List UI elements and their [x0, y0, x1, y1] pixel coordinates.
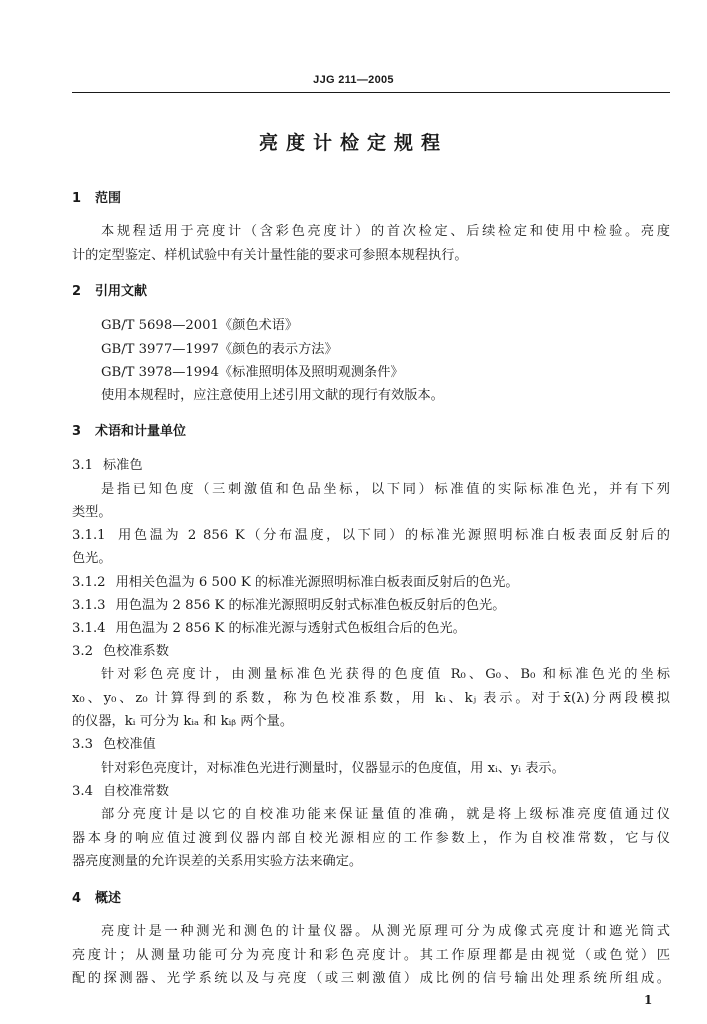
running-header: JJG 211—2005	[313, 74, 394, 86]
term-3-1-4-text: 3.1.4 用色温为 2 856 K 的标准光源与透射式色板组合后的色光。	[72, 621, 466, 636]
term-3-4-text: 部分亮度计是以它的自校准功能来保证量值的准确，就是将上级标准亮度值通过仪	[101, 807, 670, 822]
term-3-4-text: 器本身的响应值过渡到仪器内部自校光源相应的工作参数上，作为自校准常数，它与仪	[72, 831, 670, 846]
term-3-4-text: 器亮度测量的允许误差的关系用实验方法来确定。	[72, 854, 363, 869]
section-2-heading: 2 引用文献	[72, 284, 148, 299]
term-3-2-heading: 3.2 色校准系数	[72, 644, 169, 659]
term-3-4-heading: 3.4 自校准常数	[72, 784, 169, 799]
section-4-paragraph-line: 亮度计；从测量功能可分为亮度计和彩色亮度计。其工作原理都是由视觉（或色觉）匹	[72, 948, 670, 963]
term-3-1-1-text: 色光。	[72, 551, 112, 566]
reference-note: 使用本规程时，应注意使用上述引用文献的现行有效版本。	[101, 388, 444, 403]
term-3-3-heading: 3.3 色校准值	[72, 737, 156, 752]
term-3-1-3-text: 3.1.3 用色温为 2 856 K 的标准光源照明反射式标准色板反射后的色光。	[72, 598, 506, 613]
section-1-heading: 1 范围	[72, 191, 122, 206]
term-3-3-text: 针对彩色亮度计，对标准色光进行测量时，仪器显示的色度值，用 xᵢ、yᵢ 表示。	[101, 761, 565, 776]
section-1-paragraph-line: 本规程适用于亮度计（含彩色亮度计）的首次检定、后续检定和使用中检验。亮度	[101, 224, 670, 239]
section-4-paragraph-line: 亮度计是一种测光和测色的计量仪器。从测光原理可分为成像式亮度计和遮光筒式	[101, 924, 670, 939]
section-1-paragraph-line: 计的定型鉴定、样机试验中有关计量性能的要求可参照本规程执行。	[72, 248, 468, 263]
header-rule	[72, 92, 670, 93]
section-4-paragraph-line: 配的探测器、光学系统以及与亮度（或三刺激值）成比例的信号输出处理系统所组成。	[72, 971, 670, 986]
document-title: 亮度计检定规程	[258, 132, 448, 154]
term-3-1-text: 是指已知色度（三刺激值和色品坐标，以下同）标准值的实际标准色光，并有下列	[101, 482, 670, 497]
reference-item: GB/T 3977—1997《颜色的表示方法》	[101, 342, 338, 357]
term-3-2-text: 的仪器，kᵢ 可分为 kᵢₐ 和 kᵢᵦ 两个量。	[72, 714, 294, 729]
term-3-2-text: x₀、y₀、z₀ 计算得到的系数，称为色校准系数，用 kᵢ、kⱼ 表示。对于x̄(λ)分两段模拟	[72, 691, 670, 706]
term-3-1-heading: 3.1 标准色	[72, 458, 143, 473]
term-3-1-2-text: 3.1.2 用相关色温为 6 500 K 的标准光源照明标准白板表面反射后的色光。	[72, 575, 519, 590]
page-number: 1	[644, 993, 653, 1007]
term-3-1-text: 类型。	[72, 505, 112, 520]
section-3-heading: 3 术语和计量单位	[72, 424, 187, 439]
term-3-1-1-text: 3.1.1 用色温为 2 856 K（分布温度，以下同）的标准光源照明标准白板表面反射后的	[72, 528, 670, 543]
reference-item: GB/T 3978—1994《标准照明体及照明观测条件》	[101, 365, 404, 380]
reference-item: GB/T 5698—2001《颜色术语》	[101, 318, 299, 333]
term-3-2-text: 针对彩色亮度计，由测量标准色光获得的色度值 R₀、G₀、B₀ 和标准色光的坐标	[101, 667, 670, 682]
section-4-heading: 4 概述	[72, 891, 122, 906]
